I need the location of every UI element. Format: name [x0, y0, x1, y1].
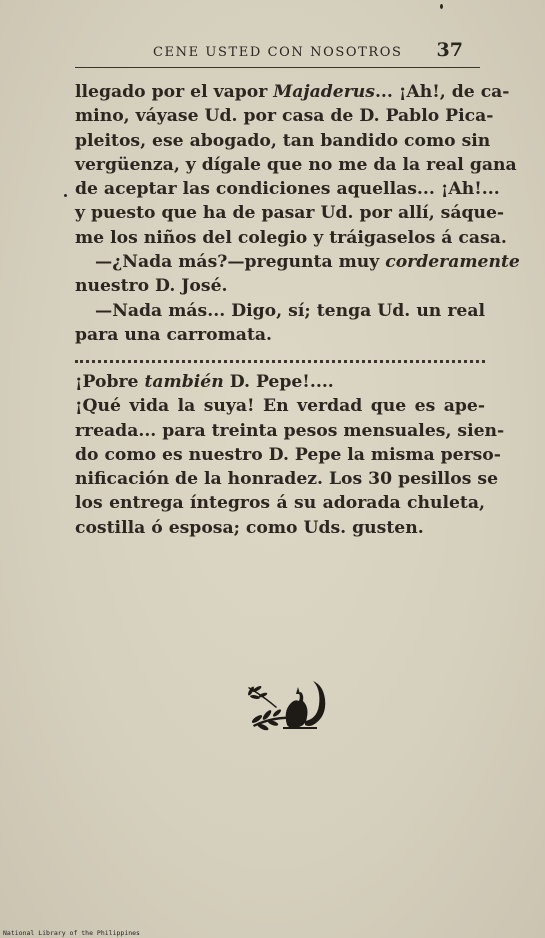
text-line: llegado por el vapor Majaderus... ¡Ah!, de ca-: [75, 82, 510, 102]
emphasis: corderamente: [385, 252, 520, 273]
text-line: y puesto que ha de pasar Ud. por allí, sáque-: [75, 203, 505, 224]
text-line: para una carromata.: [75, 324, 273, 345]
text-line: rreada... para treinta pesos mensuales, sien-: [75, 420, 505, 441]
text-line: nificación de la honradez. Los 30 pesillos se: [75, 469, 499, 490]
ink-speck: [64, 194, 67, 197]
text-line: pleitos, ese abogado, tan bandido como sin: [75, 130, 491, 151]
text-line: do como es nuestro D. Pepe la misma perso-: [75, 444, 501, 465]
text-line: ¡Qué vida la suya! En verdad que es ape-: [75, 396, 485, 417]
text-line: de aceptar las condiciones aquellas... ¡Ah!...: [75, 179, 500, 200]
ink-speck: [440, 4, 443, 9]
text-line: —Nada más... Digo, sí; tenga Ud. un real: [95, 300, 485, 321]
page-number: 37: [436, 39, 463, 61]
text-line: mino, váyase Ud. por casa de D. Pablo Pica-: [75, 106, 494, 127]
emphasis: también: [144, 372, 224, 392]
page-header: [75, 36, 485, 66]
squirrel-with-branch-icon: [243, 675, 328, 735]
running-title: CENE USTED CON NOSOTROS: [153, 45, 403, 60]
body-text: [75, 80, 520, 347]
text-line: los entrega íntegros á su adorada chuleta,: [75, 493, 485, 514]
ship-name: Majaderus: [273, 82, 375, 102]
body-text-continued: [75, 370, 505, 540]
text-line: costilla ó esposa; como Uds. gusten.: [75, 517, 424, 538]
header-rule: [75, 67, 480, 68]
text-line: nuestro D. José.: [75, 276, 228, 297]
text-line: vergüenza, y dígale que no me da la real gana: [75, 154, 517, 175]
text-line: —¿Nada más?—pregunta muy corderamente: [95, 252, 520, 273]
library-credit: National Library of the Philippines: [3, 929, 140, 937]
text-line: me los niños del colegio y tráigaselos á casa.: [75, 227, 507, 248]
text-line: ¡Pobre también D. Pepe!....: [75, 372, 334, 392]
